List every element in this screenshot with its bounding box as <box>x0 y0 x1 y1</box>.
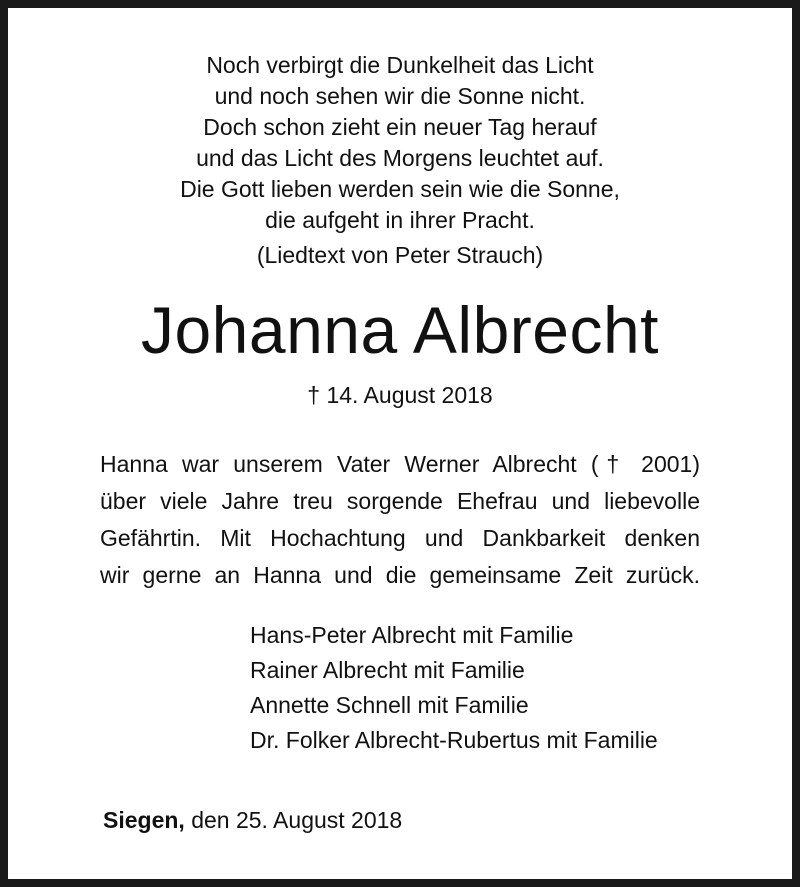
death-date: † 14. August 2018 <box>307 382 493 408</box>
poem-line: Noch verbirgt die Dunkelheit das Licht <box>206 52 594 78</box>
deceased-name: Johanna Albrecht <box>140 293 660 367</box>
mourner-entry: Rainer Albrecht mit Familie <box>250 657 525 683</box>
mourner-entry: Annette Schnell mit Familie <box>250 692 529 718</box>
mourner-entry: Hans-Peter Albrecht mit Familie <box>250 622 574 648</box>
mourners-list <box>250 618 658 758</box>
tribute-line: wir gerne an Hanna und die gemeinsame Zeit zurück. <box>100 562 700 588</box>
tribute-line: über viele Jahre treu sorgende Ehefrau und liebevolle <box>100 488 700 514</box>
poem-line: und noch sehen wir die Sonne nicht. <box>214 83 586 109</box>
place-and-date <box>103 805 402 835</box>
tribute-line: Gefährtin. Mit Hochachtung und Dankbarkeit denken <box>100 525 700 551</box>
poem-line: Doch schon zieht ein neuer Tag herauf <box>203 114 597 140</box>
tribute-text <box>100 446 700 594</box>
poem-credit: (Liedtext von Peter Strauch) <box>256 242 544 268</box>
poem-line: und das Licht des Morgens leuchtet auf. <box>196 145 604 171</box>
mourner-entry: Dr. Folker Albrecht-Rubertus mit Familie <box>250 727 658 753</box>
place-city: Siegen, <box>103 807 185 833</box>
notice-date: den 25. August 2018 <box>184 807 403 833</box>
poem-line: die aufgeht in ihrer Pracht. <box>265 207 535 233</box>
poem <box>0 50 800 271</box>
tribute-line: Hanna war unserem Vater Werner Albrecht († 2001) <box>100 451 700 477</box>
poem-line: Die Gott lieben werden sein wie die Sonne, <box>180 176 620 202</box>
